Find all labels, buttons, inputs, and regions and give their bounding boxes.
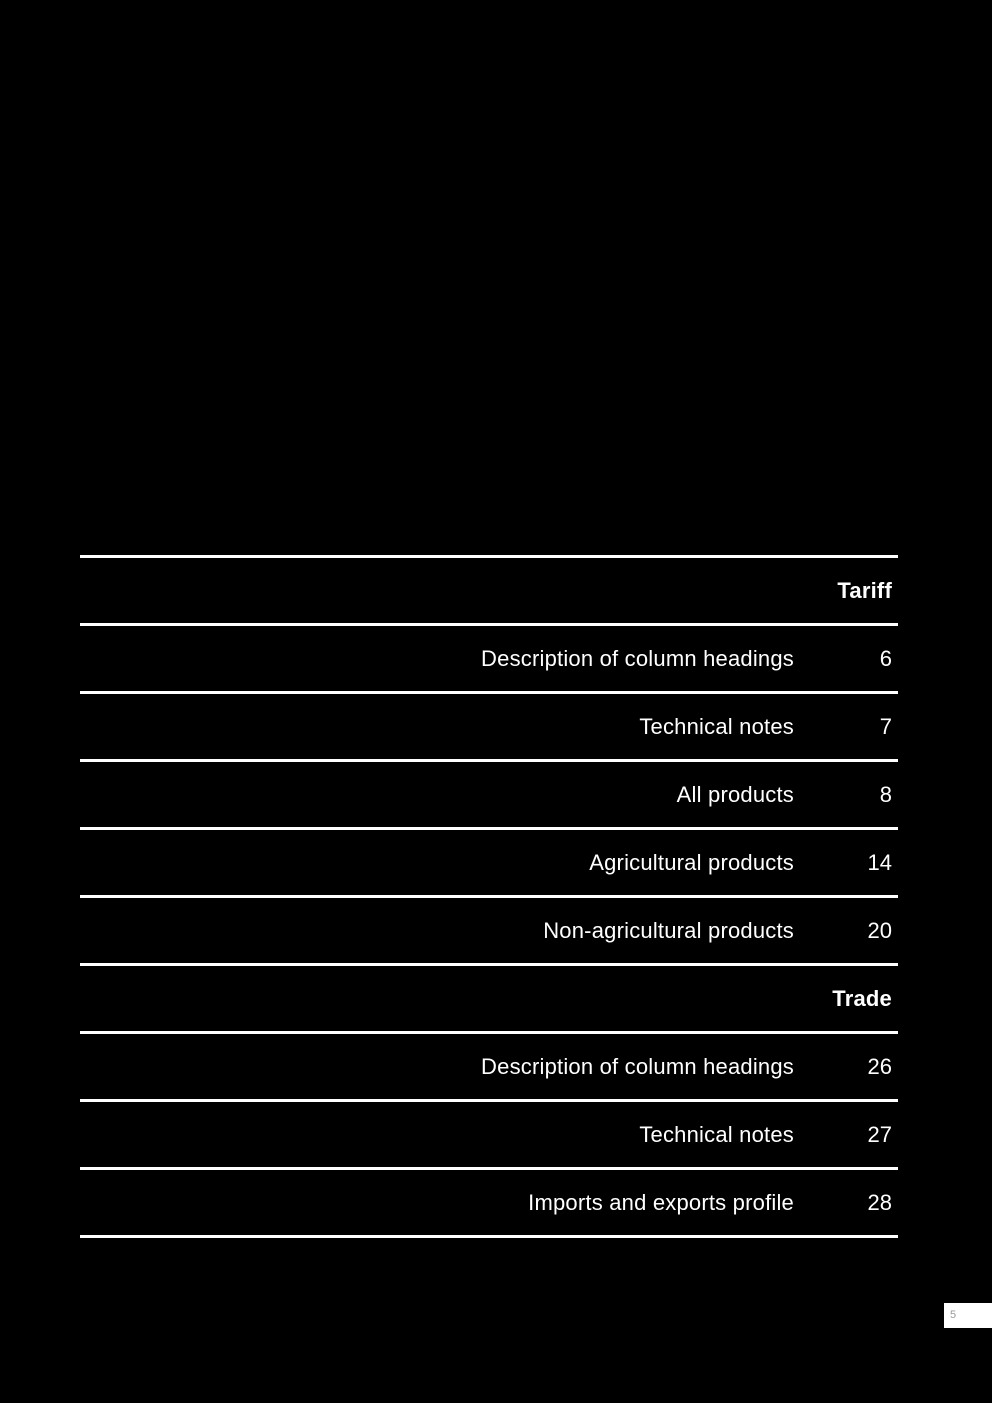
toc-entry[interactable] bbox=[80, 1170, 898, 1238]
toc-entry-label: Technical notes bbox=[639, 1121, 794, 1147]
section-heading-tariff bbox=[80, 558, 898, 626]
page-number: 5 bbox=[944, 1303, 992, 1328]
toc-entry-page: 28 bbox=[867, 1189, 892, 1215]
toc-entry-label: Description of column headings bbox=[481, 1053, 794, 1079]
toc-entry[interactable] bbox=[80, 1102, 898, 1170]
toc-entry-label: Non-agricultural products bbox=[543, 917, 794, 943]
toc-entry[interactable] bbox=[80, 694, 898, 762]
toc-entry-label: All products bbox=[676, 781, 794, 807]
table-of-contents bbox=[80, 555, 898, 1238]
toc-entry-page: 7 bbox=[879, 713, 892, 739]
toc-entry-label: Technical notes bbox=[639, 713, 794, 739]
section-title: Trade bbox=[832, 985, 892, 1011]
toc-entry-page: 14 bbox=[867, 849, 892, 875]
toc-entry-page: 27 bbox=[867, 1121, 892, 1147]
toc-entry[interactable] bbox=[80, 898, 898, 966]
toc-entry-page: 20 bbox=[867, 917, 892, 943]
toc-entry-label: Imports and exports profile bbox=[528, 1189, 794, 1215]
toc-entry[interactable] bbox=[80, 830, 898, 898]
toc-entry-page: 26 bbox=[867, 1053, 892, 1079]
section-heading-trade bbox=[80, 966, 898, 1034]
toc-entry[interactable] bbox=[80, 626, 898, 694]
toc-entry-page: 8 bbox=[879, 781, 892, 807]
toc-entry-page: 6 bbox=[879, 645, 892, 671]
toc-entry[interactable] bbox=[80, 762, 898, 830]
section-title: Tariff bbox=[837, 577, 892, 603]
toc-entry[interactable] bbox=[80, 1034, 898, 1102]
toc-entry-label: Agricultural products bbox=[589, 849, 794, 875]
toc-entry-label: Description of column headings bbox=[481, 645, 794, 671]
